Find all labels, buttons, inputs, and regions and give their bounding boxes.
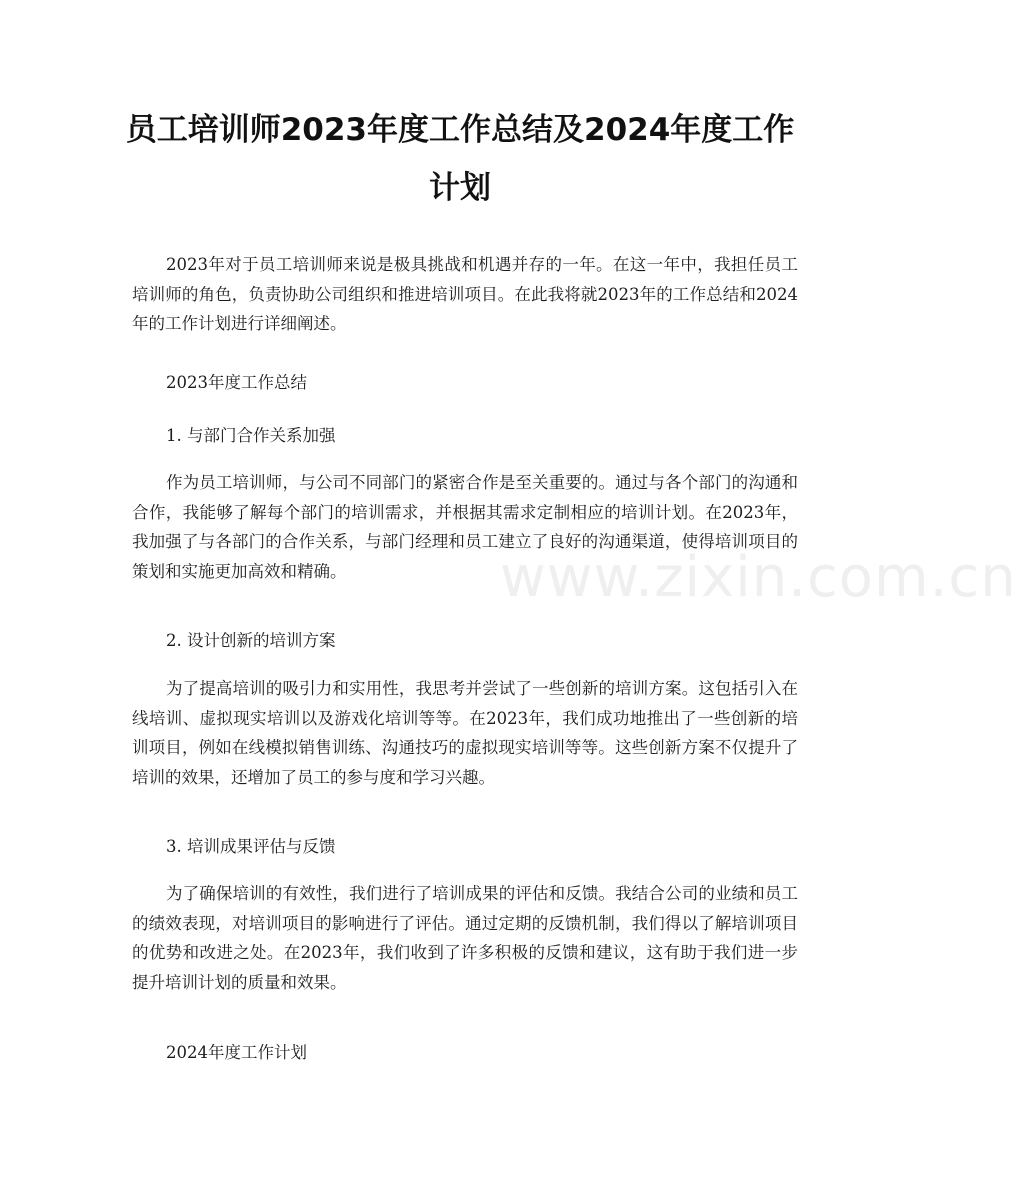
- item3-heading: 3. 培训成果评估与反馈: [166, 837, 336, 856]
- document-title: 员工培训师2023年度工作总结及2024年度工作计划: [125, 112, 795, 206]
- item1-heading: 1. 与部门合作关系加强: [166, 426, 336, 445]
- item1-paragraph: 作为员工培训师，与公司不同部门的紧密合作是至关重要的。通过与各个部门的沟通和合作，我能够了解每个部门的培训需求，并根据其需求定制相应的培训计划。在2023年，我加强了与各部门的合作关系，与部门经理和员工建立了良好的沟通渠道，使得培训项目的策划和实施更加高效和精确。: [132, 473, 798, 581]
- intro-paragraph: 2023年对于员工培训师来说是极具挑战和机遇并存的一年。在这一年中，我担任员工培训师的角色，负责协助公司组织和推进培训项目。在此我将就2023年的工作总结和2024年的工作计划进行详细阐述。: [132, 255, 798, 333]
- summary-section-heading: 2023年度工作总结: [166, 373, 307, 392]
- watermark-text: www.zixin.com.cn: [500, 545, 1017, 610]
- plan-section-heading: 2024年度工作计划: [166, 1043, 307, 1062]
- item2-heading: 2. 设计创新的培训方案: [166, 631, 336, 650]
- item3-paragraph: 为了确保培训的有效性，我们进行了培训成果的评估和反馈。我结合公司的业绩和员工的绩效表现，对培训项目的影响进行了评估。通过定期的反馈机制，我们得以了解培训项目的优势和改进之处。在2023年，我们收到了许多积极的反馈和建议，这有助于我们进一步提升培训计划的质量和效果。: [132, 884, 798, 992]
- item2-paragraph: 为了提高培训的吸引力和实用性，我思考并尝试了一些创新的培训方案。这包括引入在线培训、虚拟现实培训以及游戏化培训等等。在2023年，我们成功地推出了一些创新的培训项目，例如在线模拟销售训练、沟通技巧的虚拟现实培训等等。这些创新方案不仅提升了培训的效果，还增加了员工的参与度和学习兴趣。: [132, 679, 798, 787]
